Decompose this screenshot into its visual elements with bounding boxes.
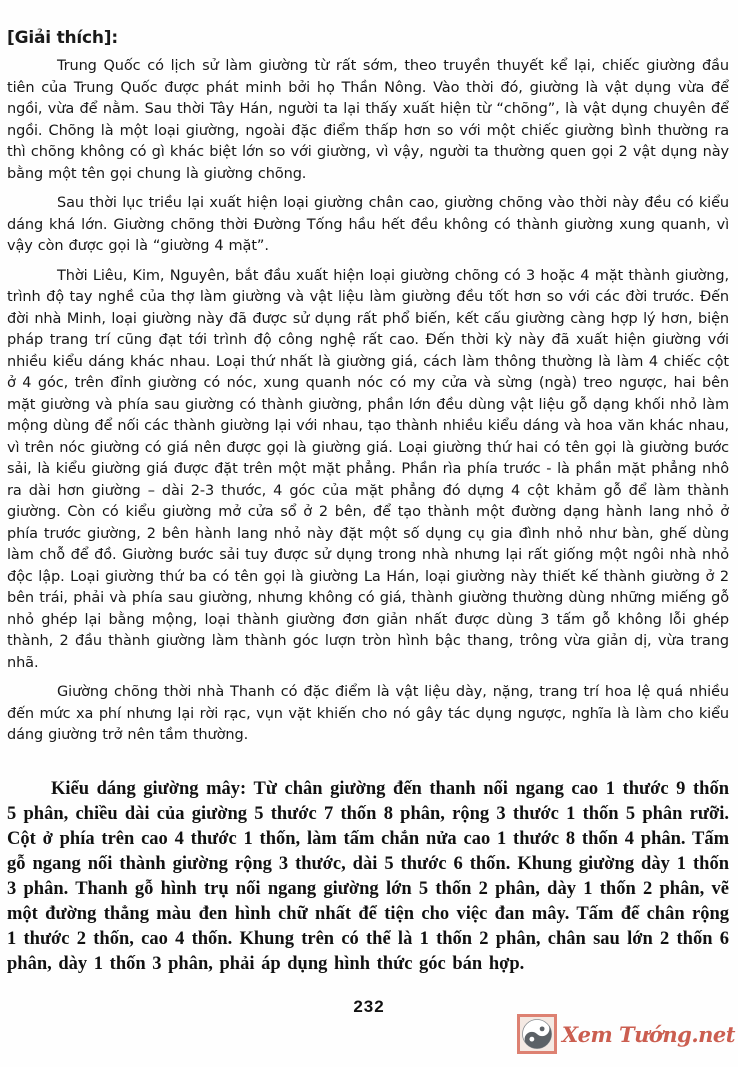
paragraph-rattan-bed-measurements: Kiểu dáng giường mây: Từ chân giường đến thanh nối ngang cao 1 thước 9 thốn 5 phân, chiều dài của giường 5 thước 7 thốn 8 phân, rộng 3 thước 1 thốn 5 phân rưỡi. Cột ở phía trên cao 4 thước 1 thốn, làm tấm chắn nửa cao 1 thước 8 thốn 4 phân. Tấm gỗ ngang nối thành giường rộng 3 thước, dài 5 thước 6 thốn. Khung giường dày 1 thốn 3 phân. Thanh gỗ hình trụ nối ngang giường lớn 5 thốn 2 phân, dày 1 thốn 2 phân, vẽ một đường thẳng màu đen hình chữ nhất để tiện cho việc đan mây. Tấm để chân rộng 1 thước 2 thốn, cao 4 thốn. Khung trên có thể là 1 thốn 2 phân, chân sau lớn 2 thốn 6 phân, dày 1 thốn 3 phân, phải áp dụng hình thức góc bán hợp.	[7, 778, 729, 974]
paragraph-origin-of-beds: Trung Quốc có lịch sử làm giường từ rất sớm, theo truyền thuyết kể lại, chiếc giường đầu tiên của Trung Quốc được phát minh bởi họ Thần Nông. Vào thời đó, giường là vật dụng vừa để ngồi, vừa để nằm. Sau thời Tây Hán, người ta lại thấy xuất hiện từ “chõng”, là vật dụng chuyên để ngồi. Chõng là một loại giường, ngoài đặc điểm thấp hơn so với một chiếc giường bình thường ra thì chõng không có gì khác biệt lớn so với giường, vì vậy, người ta thường quen gọi 2 vật dụng này bằng một tên gọi chung là giường chõng.	[7, 58, 729, 182]
paragraph-thanh-dynasty: Giường chõng thời nhà Thanh có đặc điểm là vật liệu dày, nặng, trang trí hoa lệ quá nhiều đến mức xa phí nhưng lại rời rạc, vụn vặt khiến cho nó gây tác dụng ngược, nghĩa là làm cho kiểu dáng giường trở nên tầm thường.	[7, 684, 729, 743]
yin-yang-icon	[517, 1014, 557, 1054]
watermark	[517, 1014, 735, 1054]
page-number: 232	[353, 997, 385, 1016]
paragraph-six-dynasties: Sau thời lục triều lại xuất hiện loại giường chân cao, giường chõng vào thời này đều có kiểu dáng khá lớn. Giường chõng thời Đường Tống hầu hết đều không có thành giường xung quanh, vì vậy còn được gọi là “giường 4 mặt”.	[7, 195, 729, 254]
paragraph-lieu-kim-nguyen-minh: Thời Liêu, Kim, Nguyên, bắt đầu xuất hiện loại giường chõng có 3 hoặc 4 mặt thành giường, trình độ tay nghề của thợ làm giường và vật liệu làm giường đều tốt hơn so với các đời trước. Đến đời nhà Minh, loại giường này đã được sử dụng rất phổ biến, kết cấu giường càng hợp lý hơn, biện pháp trang trí cũng đạt tới trình độ công nghệ rất cao. Đến thời kỳ này đã xuất hiện giường với nhiều kiểu dáng khác nhau. Loại thứ nhất là giường giá, cách làm thông thường là làm 4 chiếc cột ở 4 góc, trên đỉnh giường có nóc, xung quanh nóc có my cửa và sừng (ngà) treo ngược, hai bên mặt giường và phía sau giường có thành giường, phần lớn đều dùng vật liệu gỗ dạng khối nhỏ làm mộng dùng để nối các thành giường lại với nhau, tạo thành nhiều kiểu dáng và hoa văn khác nhau, vì trên nóc giường có giá nên được gọi là giường giá. Loại giường thứ hai có tên gọi là giường bước sải, là kiểu giường giá được đặt trên một mặt phẳng. Phần rìa phía trước - là phần mặt phẳng nhô ra dài hơn giường – dài 2-3 thước, 4 góc của mặt phẳng đó dựng 4 cột khảm gỗ để làm thành giường. Còn có kiểu giường mở cửa sổ ở 2 bên, để tạo thành một đường dạng hành lang nhỏ ở phía trước giường, 2 bên hành lang nhỏ này đặt một số dụng cụ gia đình nhỏ như bàn, ghế dùng làm chỗ để đồ. Giường bước sải tuy được sử dụng trong nhà nhưng lại rất giống một ngôi nhà nhỏ độc lập. Loại giường thứ ba có tên gọi là giường La Hán, loại giường này thiết kế thành giường ở 2 bên trái, phải và phía sau giường, nhưng không có giá, thành giường thường dùng những miếng gỗ nhỏ ghép lại bằng mộng, loại thành giường đơn giản nhất được dùng 3 tấm gỗ không lỗi ghép thành, 2 đầu thành giường làm thành góc lượn tròn hình bậc thang, trông vừa giản dị, vừa trang nhã.	[7, 267, 729, 671]
watermark-site-name: Xem Tướng.net	[561, 1021, 735, 1047]
section-heading: [Giải thích]:	[7, 28, 118, 48]
